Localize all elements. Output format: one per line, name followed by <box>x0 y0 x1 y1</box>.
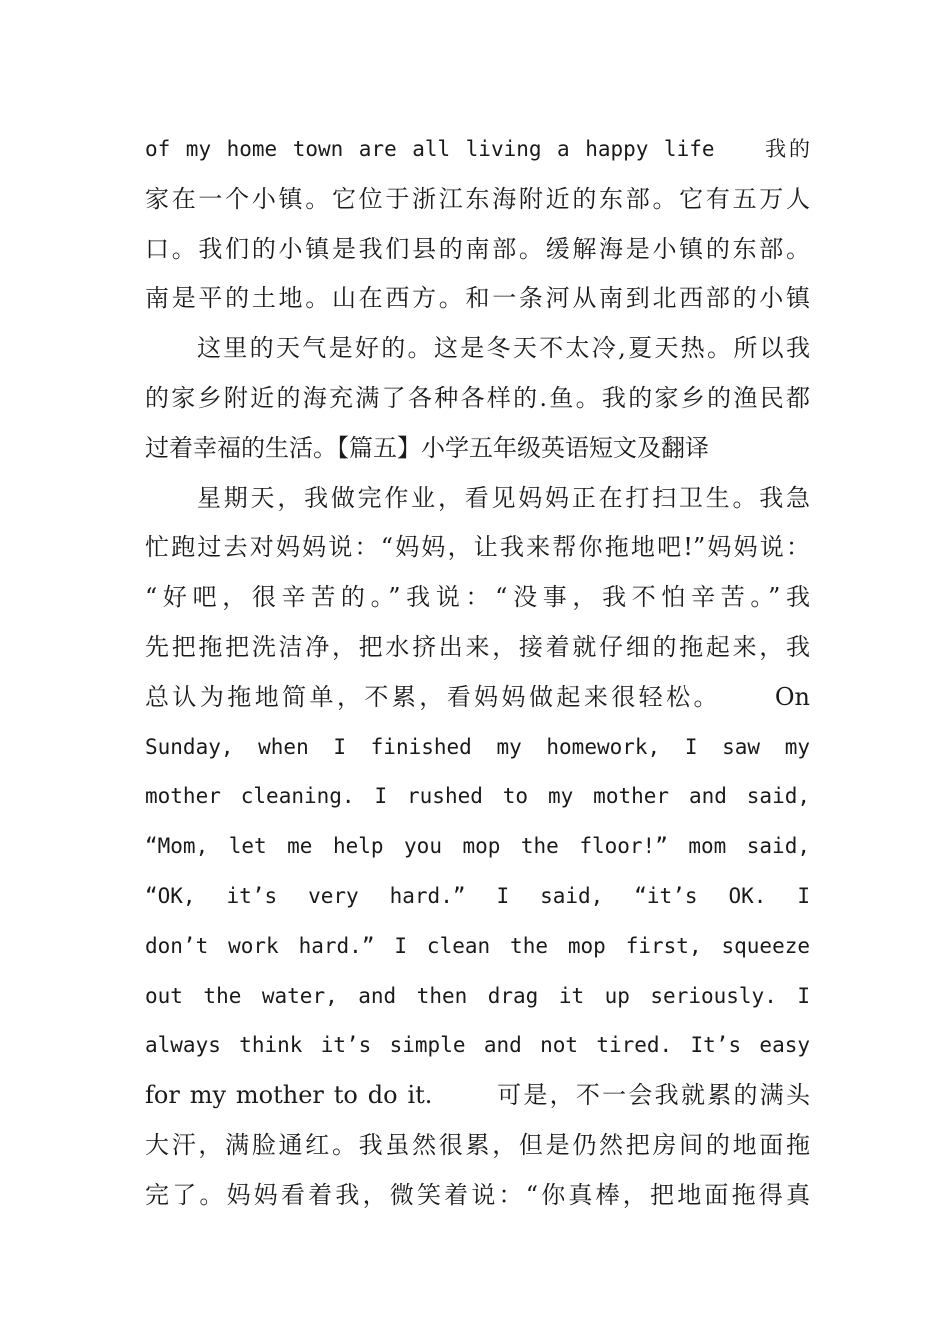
text-line: Sunday, when I finished my homework, I saw my <box>145 734 810 759</box>
text-line: mother cleaning. I rushed to my mother and said, <box>145 784 810 809</box>
text-line: 忙跑过去对妈妈说：“妈妈，让我来帮你拖地吧!”妈妈说： <box>145 533 810 562</box>
text-line: 总认为拖地简单，不累，看妈妈做起来很轻松。 On <box>145 682 810 711</box>
text-line: 过着幸福的生活。【篇五】小学五年级英语短文及翻译 <box>145 433 709 462</box>
text-line: 完了。妈妈看着我，微笑着说：“你真棒，把地面拖得真 <box>145 1180 810 1209</box>
text-line: 这里的天气是好的。这是冬天不太冷,夏天热。所以我 <box>197 334 810 363</box>
text-line: of my home town are all living a happy life 我的 <box>145 137 810 161</box>
text-line: 口。我们的小镇是我们县的南部。缓解海是小镇的东部。 <box>145 234 810 263</box>
text-line: “好吧，很辛苦的。”我说：“没事，我不怕辛苦。”我 <box>145 583 810 612</box>
text-line: always think it’s simple and not tired. It’s easy <box>145 1033 810 1058</box>
text-line: 先把拖把洗洁净，把水挤出来，接着就仔细的拖起来，我 <box>145 632 810 661</box>
text-line: 南是平的土地。山在西方。和一条河从南到北西部的小镇 <box>145 284 810 313</box>
text-line: 的家乡附近的海充满了各种各样的.鱼。我的家乡的渔民都 <box>145 383 810 412</box>
text-line: “Mom, let me help you mop the floor!” mom said, <box>145 834 810 859</box>
text-line: for my mother to do it. 可是，不一会我就累的满头 <box>145 1081 810 1110</box>
document-body <box>145 125 810 1221</box>
text-line: 大汗，满脸通红。我虽然很累，但是仍然把房间的地面拖 <box>145 1130 810 1159</box>
text-line: don’t work hard.” I clean the mop first, squeeze <box>145 933 810 958</box>
text-line: out the water, and then drag it up seriously. I <box>145 983 810 1008</box>
text-line: “OK, it’s very hard.” I said, “it’s OK. I <box>145 883 810 908</box>
text-line: 星期天，我做完作业，看见妈妈正在打扫卫生。我急 <box>197 483 810 512</box>
text-line: 家在一个小镇。它位于浙江东海附近的东部。它有五万人 <box>145 184 810 213</box>
